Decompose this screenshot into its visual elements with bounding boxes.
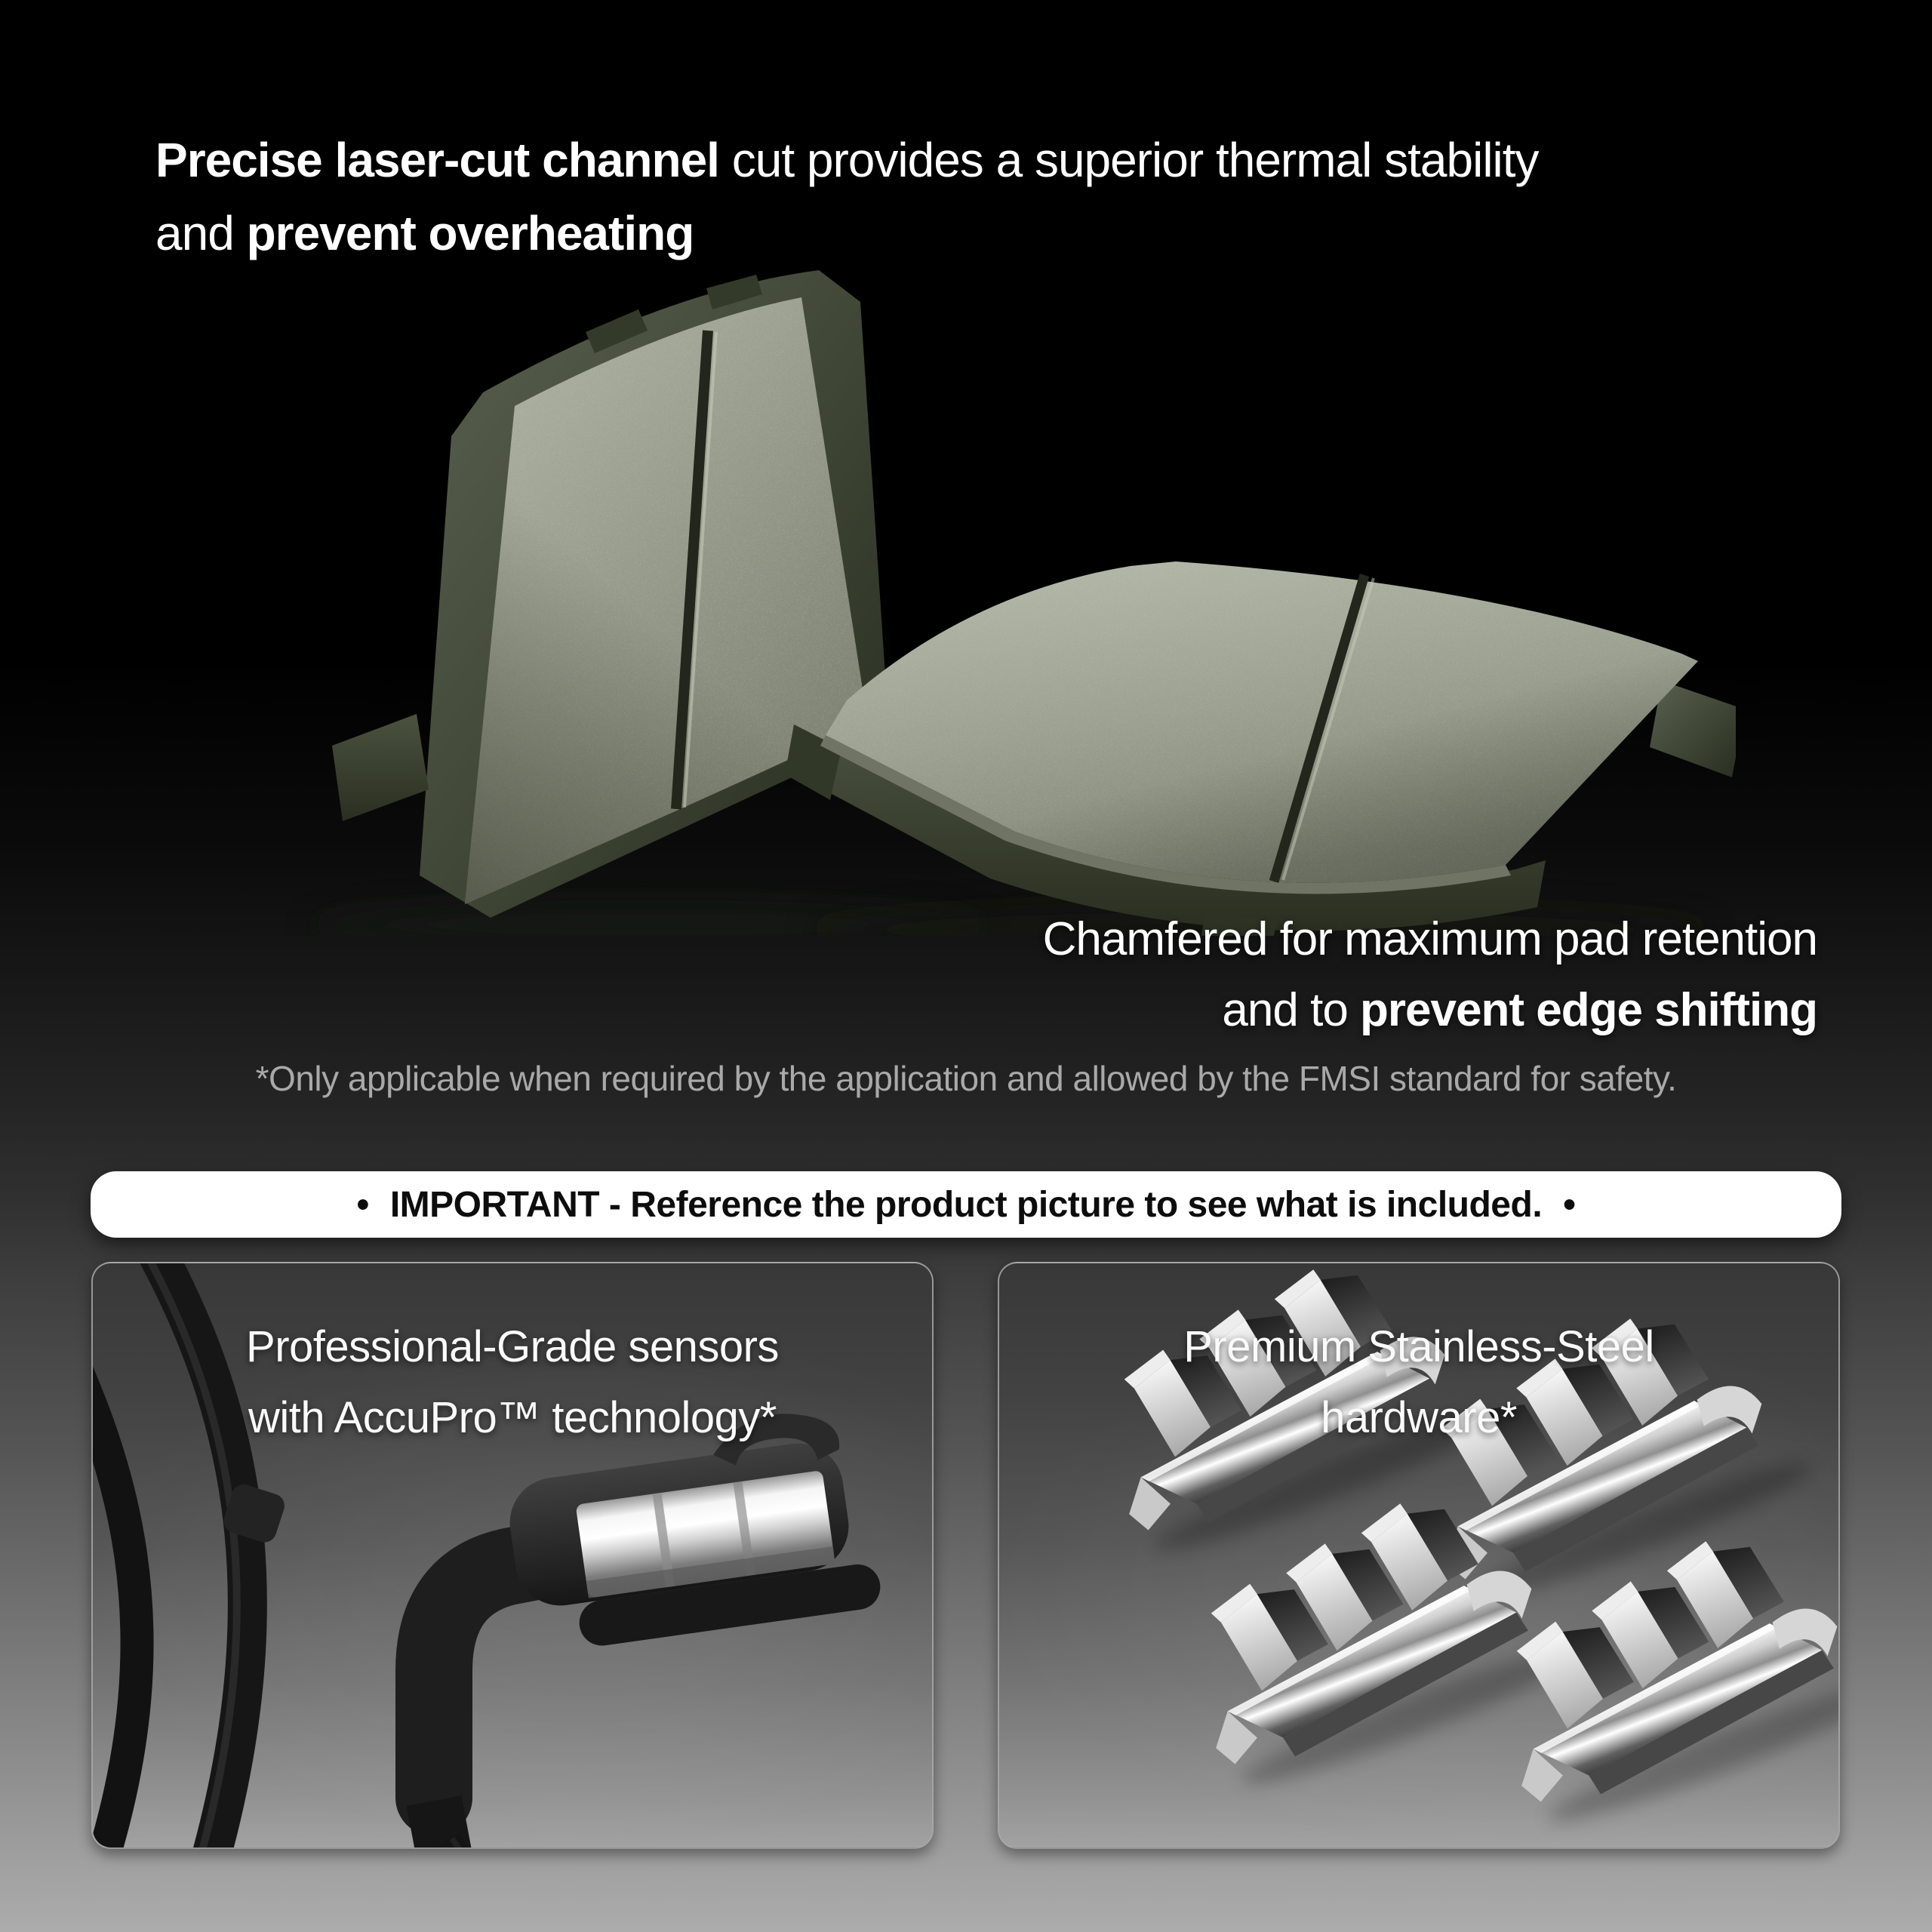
sensor-card <box>91 1262 934 1849</box>
chamfer-line-2 <box>1043 975 1817 1046</box>
sensor-title-line-2: with AccuPro™ technology* <box>248 1393 777 1442</box>
hardware-card <box>998 1262 1840 1849</box>
headline-line1-bold: Precise laser-cut channel <box>155 133 719 187</box>
chamfer-note <box>1043 904 1817 1046</box>
sensor-card-title <box>93 1312 932 1454</box>
hardware-title-line-1: Premium Stainless-Steel <box>1183 1322 1654 1371</box>
sensor-title-line-1: Professional-Grade sensors <box>246 1322 779 1371</box>
chamfer-line-1: Chamfered for maximum pad retention <box>1042 913 1817 965</box>
left-brake-pad <box>332 270 889 918</box>
sensor-body <box>434 1403 883 1847</box>
headline <box>155 124 1539 270</box>
headline-line-1 <box>155 124 1539 197</box>
important-banner <box>91 1171 1841 1238</box>
banner-text: IMPORTANT - Reference the product picture to see what is included. <box>389 1184 1543 1225</box>
hardware-card-title <box>999 1312 1838 1454</box>
chamfer-line2-bold: prevent edge shifting <box>1360 984 1817 1036</box>
headline-line1-regular: cut provides a superior thermal stability <box>718 133 1539 187</box>
hardware-title-line-2: hardware* <box>1321 1393 1517 1442</box>
chamfer-line2-regular: and to <box>1222 984 1361 1036</box>
banner-bullet-right: • <box>1563 1184 1576 1225</box>
disclaimer-text: *Only applicable when required by the application and allowed by the FMSI standard for safety. <box>255 1059 1677 1098</box>
brake-pads-image <box>257 249 1736 936</box>
headline-line2-regular: and <box>155 206 247 260</box>
headline-line2-bold: prevent overheating <box>246 206 694 260</box>
banner-bullet-left: • <box>356 1184 369 1225</box>
right-brake-pad <box>785 561 1736 936</box>
